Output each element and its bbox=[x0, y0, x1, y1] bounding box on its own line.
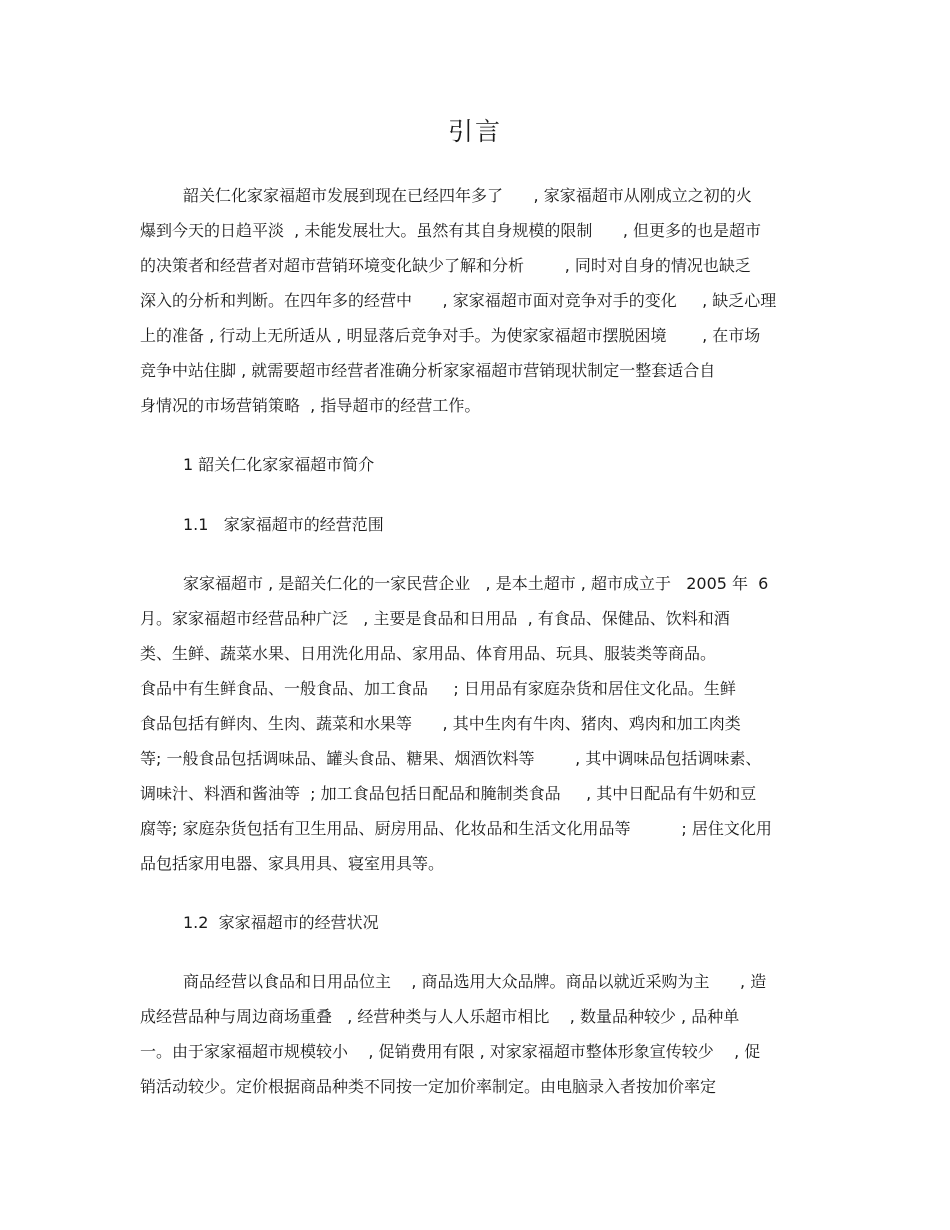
paragraph-line: 一。由于家家福超市规模较小 , 促销费用有限 , 对家家福超市整体形象宣传较少 , 促 bbox=[140, 1042, 761, 1061]
section-heading: 1 韶关仁化家家福超市简介 bbox=[183, 455, 375, 474]
paragraph-line: 商品经营以食品和日用品位主 , 商品选用大众品牌。商品以就近采购为主 , 造 bbox=[183, 972, 767, 991]
subsection-heading: 1.1 家家福超市的经营范围 bbox=[183, 515, 384, 534]
paragraph-line: 成经营品种与周边商场重叠 , 经营种类与人人乐超市相比 , 数量品种较少 , 品种单 bbox=[140, 1007, 740, 1026]
subsection-heading: 1.2 家家福超市的经营状况 bbox=[183, 913, 379, 932]
intro-line: 爆到今天的日趋平淡 , 未能发展壮大。虽然有其自身规模的限制 , 但更多的也是超市 bbox=[140, 221, 762, 240]
intro-line: 竞争中站住脚 , 就需要超市经营者准确分析家家福超市营销现状制定一整套适合自 bbox=[140, 361, 716, 380]
paragraph-line: 月。家家福超市经营品种广泛 , 主要是食品和日用品 , 有食品、保健品、饮料和酒 bbox=[140, 609, 730, 628]
paragraph-line: 腐等; 家庭杂货包括有卫生用品、厨房用品、化妆品和生活文化用品等 ; 居住文化用 bbox=[140, 819, 772, 838]
paragraph-line: 类、生鲜、蔬菜水果、日用洗化用品、家用品、体育用品、玩具、服装类等商品。 bbox=[140, 644, 717, 663]
paragraph-line: 销活动较少。定价根据商品种类不同按一定加价率制定。由电脑录入者按加价率定 bbox=[140, 1077, 717, 1096]
paragraph-line: 食品中有生鲜食品、一般食品、加工食品 ; 日用品有家庭杂货和居住文化品。生鲜 bbox=[140, 679, 736, 698]
intro-line: 上的准备 , 行动上无所适从 , 明显落后竞争对手。为使家家福超市摆脱困境 , 在市场 bbox=[140, 326, 761, 345]
paragraph-line: 调味汁、料酒和酱油等 ; 加工食品包括日配品和腌制类食品 , 其中日配品有牛奶和豆 bbox=[140, 784, 757, 803]
paragraph-line: 等; 一般食品包括调味品、罐头食品、糖果、烟酒饮料等 , 其中调味品包括调味素、 bbox=[140, 749, 762, 768]
page-title: 引言 bbox=[447, 117, 502, 146]
intro-line: 身情况的市场营销策略 , 指导超市的经营工作。 bbox=[140, 396, 481, 415]
intro-line: 的决策者和经营者对超市营销环境变化缺少了解和分析 , 同时对自身的情况也缺乏 bbox=[140, 256, 751, 275]
paragraph-line: 品包括家用电器、家具用具、寝室用具等。 bbox=[140, 854, 445, 873]
intro-line: 深入的分析和判断。在四年多的经营中 , 家家福超市面对竞争对手的变化 , 缺乏心理 bbox=[140, 291, 777, 310]
paragraph-line: 食品包括有鲜肉、生肉、蔬菜和水果等 , 其中生肉有牛肉、猪肉、鸡肉和加工肉类 bbox=[140, 714, 741, 733]
paragraph-line: 家家福超市 , 是韶关仁化的一家民营企业 , 是本土超市 , 超市成立于 2005 年 6 bbox=[183, 574, 769, 593]
intro-line: 韶关仁化家家福超市发展到现在已经四年多了 , 家家福超市从刚成立之初的火 bbox=[183, 186, 752, 205]
